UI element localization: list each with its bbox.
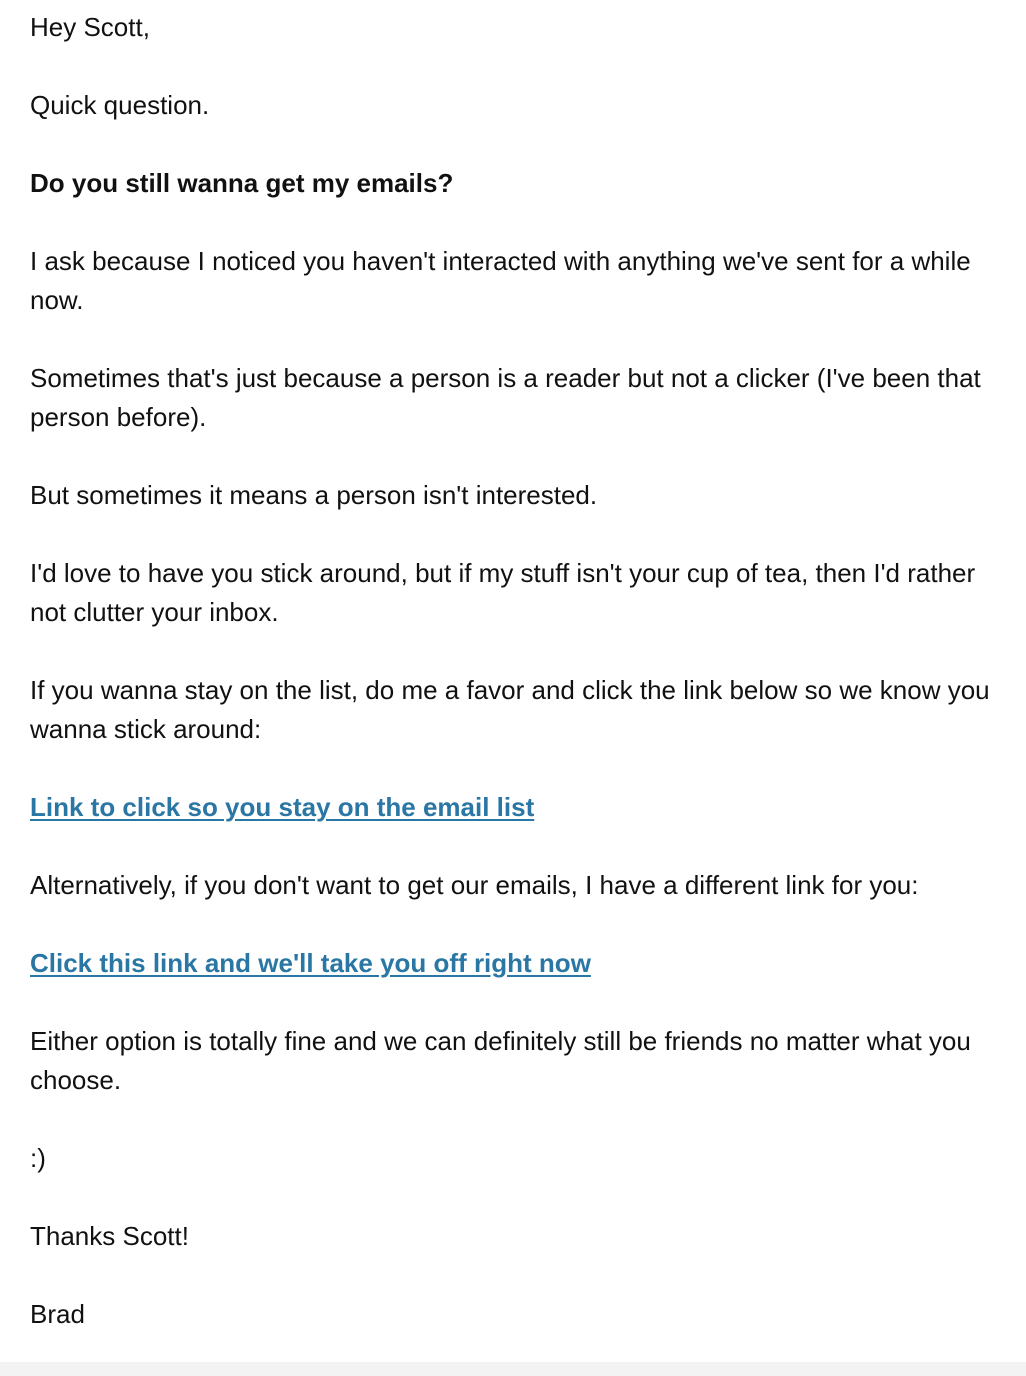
not-interested-paragraph: But sometimes it means a person isn't interested. xyxy=(30,480,598,510)
stay-on-list-link[interactable]: Link to click so you stay on the email list xyxy=(30,792,535,822)
reader-note-paragraph: Sometimes that's just because a person is a reader but not a clicker (I've been that person before). xyxy=(30,363,981,432)
alternative-paragraph: Alternatively, if you don't want to get our emails, I have a different link for you: xyxy=(30,870,919,900)
stick-around-paragraph: I'd love to have you stick around, but if my stuff isn't your cup of tea, then I'd rather not clutter your inbox. xyxy=(30,558,976,627)
either-option-paragraph: Either option is totally fine and we can definitely still be friends no matter what you choose. xyxy=(30,1026,971,1095)
question-heading: Do you still wanna get my emails? xyxy=(30,168,454,198)
unsubscribe-link-paragraph xyxy=(30,944,1000,983)
greeting: Hey Scott, xyxy=(30,12,150,42)
stay-link-paragraph xyxy=(30,788,1000,827)
footer-bar xyxy=(0,1362,1026,1376)
reason-paragraph: I ask because I noticed you haven't interacted with anything we've sent for a while now. xyxy=(30,246,971,315)
thanks-line: Thanks Scott! xyxy=(30,1221,189,1251)
unsubscribe-link[interactable]: Click this link and we'll take you off right now xyxy=(30,948,591,978)
stay-instruction-paragraph: If you wanna stay on the list, do me a favor and click the link below so we know you wanna stick around: xyxy=(30,675,990,744)
email-body xyxy=(30,8,1000,1334)
smiley: :) xyxy=(30,1143,46,1173)
question-intro: Quick question. xyxy=(30,90,210,120)
signature: Brad xyxy=(30,1299,85,1329)
